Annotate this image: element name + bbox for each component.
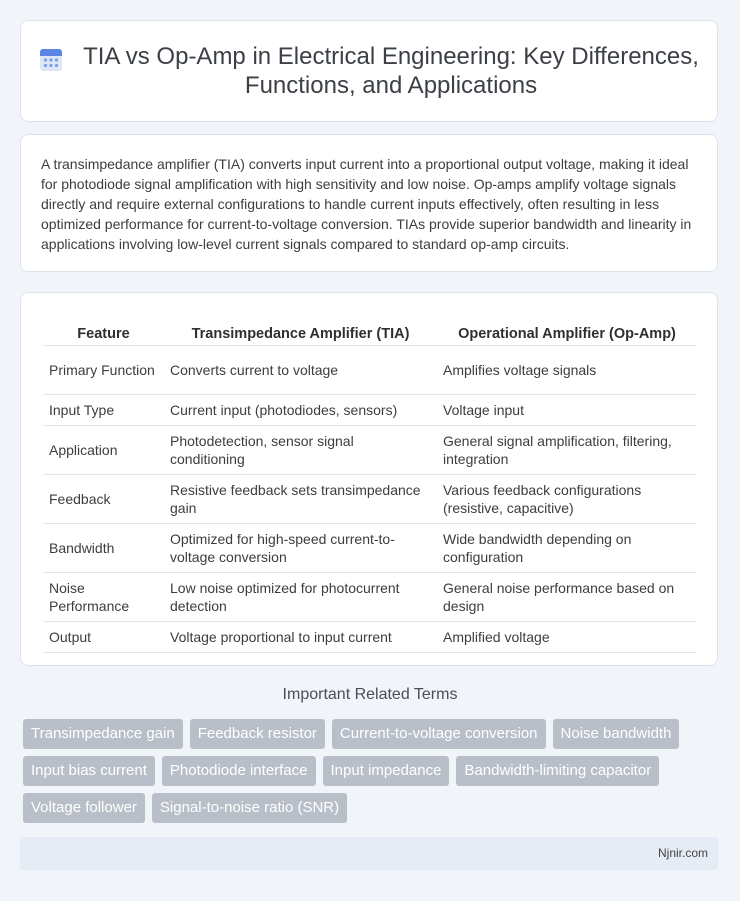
tia-cell: Current input (photodiodes, sensors): [164, 395, 437, 426]
table-row: [43, 573, 697, 622]
related-term-tag[interactable]: Voltage follower: [23, 793, 145, 823]
tag-row: [23, 793, 723, 823]
intro-card: [20, 134, 718, 272]
intro-paragraph: A transimpedance amplifier (TIA) converts input current into a proportional output voltage, making it ideal for photodiode signal amplification with high sensitivity and low noise. Op-amps amplify voltage signals directly and require external configurations to handle current inputs effectively, often resulting in less optimized performance for current-to-voltage conversion. TIAs provide superior bandwidth and linearity in applications involving low-level current signals compared to standard op-amp circuits.: [41, 156, 692, 252]
related-term-tag[interactable]: Input bias current: [23, 756, 155, 786]
header-tia: Transimpedance Amplifier (TIA): [164, 309, 437, 346]
tia-cell: Photodetection, sensor signal conditioning: [164, 426, 437, 475]
tia-cell: Low noise optimized for photocurrent detection: [164, 573, 437, 622]
related-term-tag[interactable]: Feedback resistor: [190, 719, 325, 749]
feature-cell: Application: [43, 426, 164, 475]
op-amp-cell: Wide bandwidth depending on configuration: [437, 524, 697, 573]
op-amp-cell: Voltage input: [437, 395, 697, 426]
related-term-tag[interactable]: Input impedance: [323, 756, 450, 786]
comparison-card: [20, 292, 718, 666]
op-amp-cell: General signal amplification, filtering, integration: [437, 426, 697, 475]
op-amp-cell: Various feedback configurations (resistive, capacitive): [437, 475, 697, 524]
header-op-amp: Operational Amplifier (Op-Amp): [437, 309, 697, 346]
tia-cell: Optimized for high-speed current-to-voltage conversion: [164, 524, 437, 573]
op-amp-cell: General noise performance based on design: [437, 573, 697, 622]
calendar-icon: [39, 46, 63, 72]
footer-site[interactable]: Njnir.com: [657, 846, 708, 860]
table-row: [43, 426, 697, 475]
feature-cell: Primary Function: [43, 346, 164, 395]
comparison-table: [43, 309, 697, 653]
related-terms-heading: Important Related Terms: [282, 686, 458, 703]
related-term-tag[interactable]: Current-to-voltage conversion: [332, 719, 546, 749]
related-terms-list: [23, 719, 723, 830]
tia-cell: Resistive feedback sets transimpedance gain: [164, 475, 437, 524]
table-row: [43, 622, 697, 653]
feature-cell: Bandwidth: [43, 524, 164, 573]
related-term-tag[interactable]: Noise bandwidth: [553, 719, 680, 749]
page-title: TIA vs Op-Amp in Electrical Engineering: Key Differences, Functions, and Applications: [83, 43, 699, 99]
op-amp-cell: Amplifies voltage signals: [437, 346, 697, 395]
tag-row: [23, 719, 723, 749]
tia-cell: Voltage proportional to input current: [164, 622, 437, 653]
table-header-row: [43, 309, 697, 346]
table-row: [43, 524, 697, 573]
title-card: [20, 20, 718, 122]
feature-cell: Input Type: [43, 395, 164, 426]
table-row: [43, 475, 697, 524]
related-term-tag[interactable]: Transimpedance gain: [23, 719, 183, 749]
related-term-tag[interactable]: Signal-to-noise ratio (SNR): [152, 793, 347, 823]
related-term-tag[interactable]: Photodiode interface: [162, 756, 316, 786]
tia-cell: Converts current to voltage: [164, 346, 437, 395]
title-wrap: [39, 42, 699, 100]
table-row: [43, 395, 697, 426]
feature-cell: Feedback: [43, 475, 164, 524]
footer: [20, 837, 718, 870]
related-term-tag[interactable]: Bandwidth-limiting capacitor: [456, 756, 659, 786]
feature-cell: Noise Performance: [43, 573, 164, 622]
tag-row: [23, 756, 723, 786]
table-row: [43, 346, 697, 395]
feature-cell: Output: [43, 622, 164, 653]
header-feature: Feature: [43, 309, 164, 346]
op-amp-cell: Amplified voltage: [437, 622, 697, 653]
